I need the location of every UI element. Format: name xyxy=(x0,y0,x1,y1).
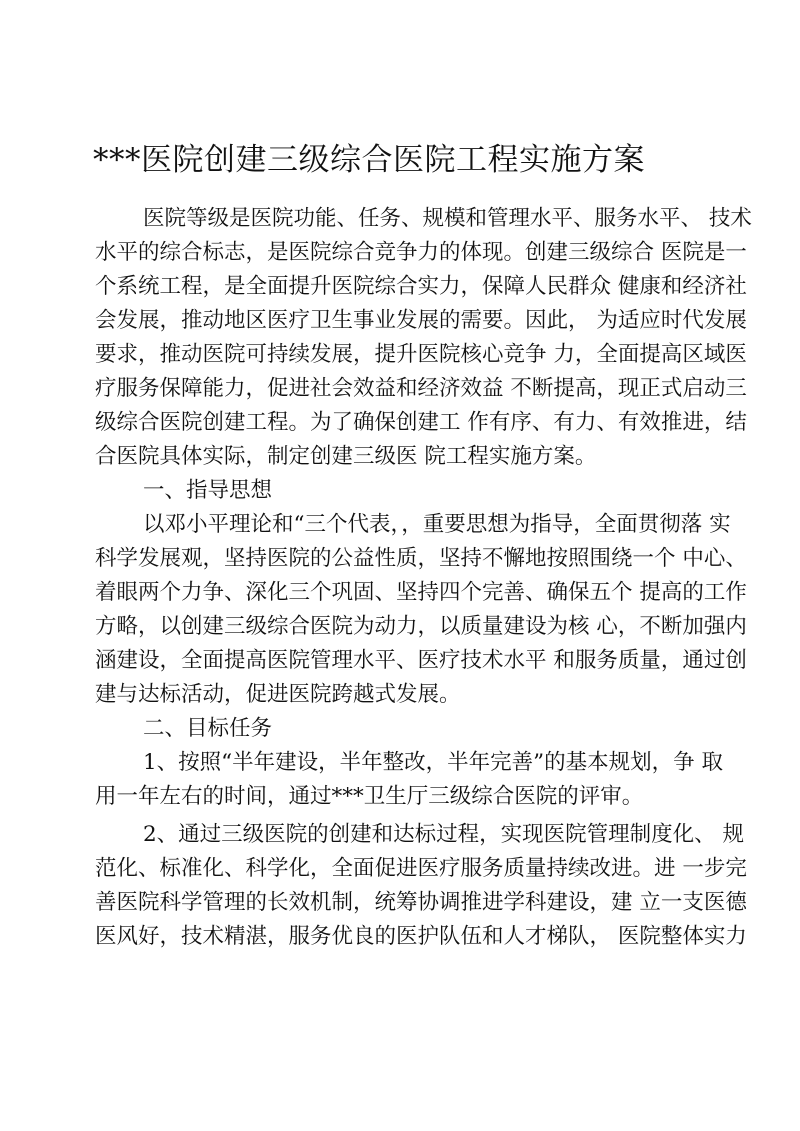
paragraph-line: 疗服务保障能力，促进社会效益和经济效益 不断提高，现正式启动三 xyxy=(95,376,747,401)
page-title: ***医院创建三级综合医院工程实施方案 xyxy=(93,142,645,178)
paragraph-line: 范化、标准化、科学化，全面促进医疗服务质量持续改进。进 一步完 xyxy=(95,856,747,881)
paragraph-line: 会发展，推动地区医疗卫生事业发展的需要。因此， 为适应时代发展 xyxy=(95,308,747,333)
paragraph-line: 2、通过三级医院的创建和达标过程，实现医院管理制度化、 规 xyxy=(143,822,745,847)
paragraph-line: 合医院具体实际，制定创建三级医 院工程实施方案。 xyxy=(95,444,597,469)
section-heading: 二、目标任务 xyxy=(143,716,273,741)
paragraph-line: 方略，以创建三级综合医院为动力，以质量建设为核 心，不断加强内 xyxy=(95,614,747,639)
paragraph-line: 科学发展观，坚持医院的公益性质，坚持不懈地按照围绕一个 中心、 xyxy=(95,546,747,571)
paragraph-line: 以邓小平理论和“三个代表，，重要思想为指导，全面贯彻落 实 xyxy=(143,512,731,537)
paragraph-line: 要求，推动医院可持续发展，提升医院核心竞争 力，全面提高区域医 xyxy=(95,342,747,367)
paragraph-line: 级综合医院创建工程。为了确保创建工 作有序、有力、有效推进，结 xyxy=(95,410,747,435)
paragraph-line: 用一年左右的时间，通过***卫生厅三级综合医院的评审。 xyxy=(95,784,644,809)
paragraph-line: 着眼两个力争、深化三个巩固、坚持四个完善、确保五个 提高的工作 xyxy=(95,580,747,605)
paragraph-line: 建与达标活动，促进医院跨越式发展。 xyxy=(95,682,461,707)
paragraph-line: 善医院科学管理的长效机制，统筹协调推进学科建设，建 立一支医德 xyxy=(95,890,747,915)
paragraph-line: 医院等级是医院功能、任务、规模和管理水平、服务水平、 技术 xyxy=(143,206,752,231)
paragraph-line: 1、按照“半年建设，半年整改，半年完善”的基本规划，争 取 xyxy=(143,750,723,775)
paragraph-line: 医风好，技术精湛，服务优良的医护队伍和人才梯队， 医院整体实力 xyxy=(95,924,747,949)
paragraph-line: 水平的综合标志，是医院综合竞争力的体现。创建三级综合 医院是一 xyxy=(95,240,747,265)
paragraph-line: 涵建设，全面提高医院管理水平、医疗技术水平 和服务质量，通过创 xyxy=(95,648,747,673)
paragraph-line: 个系统工程，是全面提升医院综合实力，保障人民群众 健康和经济社 xyxy=(95,274,747,299)
section-heading: 一、指导思想 xyxy=(143,478,273,503)
